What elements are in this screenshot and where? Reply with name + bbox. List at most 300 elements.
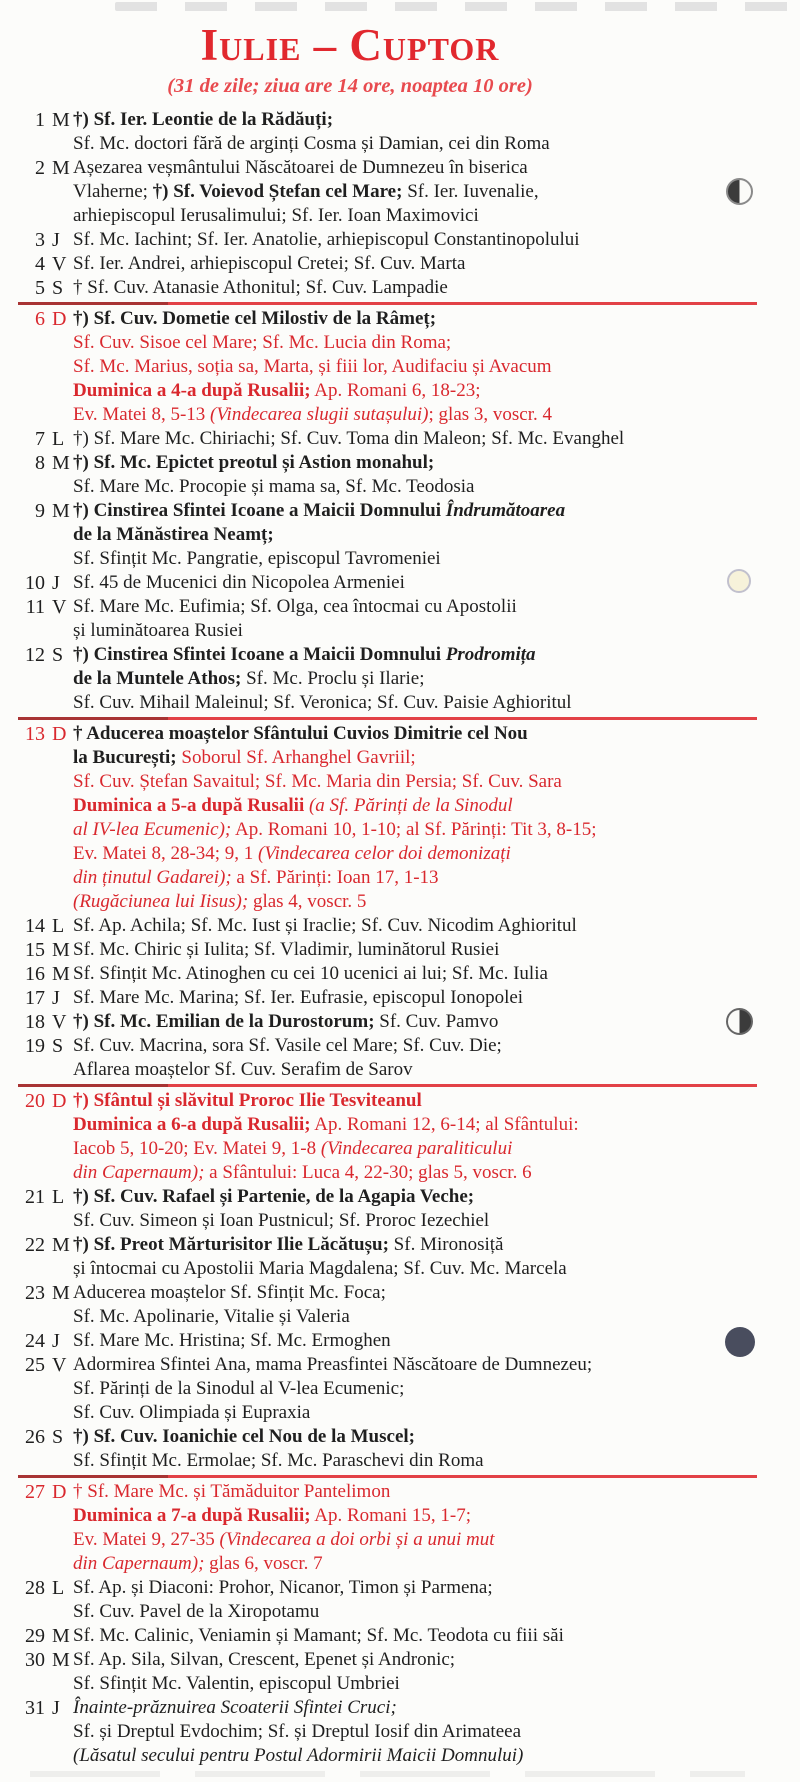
entry-line (73, 643, 800, 667)
entry-text-segment: †) Sf. Cuv. Rafael și Partenie, de la Agapia Veche; (73, 1186, 475, 1207)
entry-text-segment: Sf. Cuv. Ștefan Savaitul; Sf. Mc. Maria din Persia; Sf. Cuv. Sara (73, 771, 562, 792)
entry-text-segment: Sf. 45 de Mucenici din Nicopolea Armeniei (73, 572, 405, 593)
entry-line (73, 180, 800, 204)
day-number: 28 (25, 1577, 45, 1599)
entry-line (73, 1648, 800, 1672)
entry-text-segment: și întocmai cu Apostolii Maria Magdalena; Sf. Cuv. Mc. Marcela (73, 1258, 567, 1279)
entry-text-segment: și luminătoarea Rusiei (73, 620, 243, 641)
day-number: 1 (35, 109, 45, 131)
day-of-week: S (52, 1426, 64, 1448)
entry-text-segment: Sf. Mc. Iachint; Sf. Ier. Anatolie, arhiepiscopul Constantinopolului (73, 229, 580, 250)
entry-line (73, 252, 800, 276)
calendar-entry (0, 1576, 800, 1624)
entry-text-segment: din ținutul Gadarei); (73, 867, 232, 888)
day-of-week: M (52, 1234, 70, 1256)
entry-lines (73, 1480, 800, 1576)
day-number: 27 (25, 1481, 45, 1503)
entry-text-segment: Sf. Cuv. Mihail Maleinul; Sf. Veronica; Sf. Cuv. Paisie Aghioritul (73, 692, 572, 713)
entry-line (73, 794, 800, 818)
entry-line (73, 866, 800, 890)
entry-line (73, 722, 800, 746)
entry-line (73, 1425, 800, 1449)
day-number: 24 (25, 1330, 45, 1352)
entry-line (73, 228, 800, 252)
entry-line (73, 204, 800, 228)
entry-text-segment: din Capernaum); (73, 1162, 205, 1183)
entry-text-segment: Aducerea moaștelor Sf. Sfințit Mc. Foca; (73, 1282, 386, 1303)
calendar-entry (0, 1624, 800, 1648)
calendar-entry (0, 1480, 800, 1576)
entry-line (73, 1600, 800, 1624)
entry-text-segment: din Capernaum); (73, 1553, 205, 1574)
entry-line (73, 1528, 800, 1552)
day-number: 3 (35, 229, 45, 251)
calendar-entry (0, 1089, 800, 1185)
day-number: 15 (25, 939, 45, 961)
entry-line (73, 1089, 800, 1113)
entry-lines (73, 252, 800, 276)
day-label (0, 451, 73, 499)
entry-line (73, 355, 800, 379)
entry-line (73, 746, 800, 770)
entry-text-segment: Prodromița (445, 644, 536, 665)
calendar-entry (0, 962, 800, 986)
entry-text-segment: Ev. Matei 8, 28-34; 9, 1 (73, 843, 259, 864)
entry-line (73, 914, 800, 938)
entry-line (73, 1401, 800, 1425)
entry-lines (73, 986, 800, 1010)
entry-line (73, 1058, 800, 1082)
entry-text-segment: (Vindecarea celor doi demonizați (258, 843, 511, 864)
entry-line (73, 499, 800, 523)
entry-text-segment: Duminica a 5-a după Rusalii (73, 795, 305, 816)
entry-lines (73, 307, 800, 427)
page-header (0, 0, 700, 98)
calendar-entry (0, 276, 800, 300)
entry-line (73, 770, 800, 794)
entry-text-segment: Sf. Mc. Calinic, Veniamin și Mamant; Sf. Mc. Teodota cu fiii săi (73, 1625, 564, 1646)
entry-text-segment: †) Sf. Mc. Emilian de la Durostorum; (73, 1011, 375, 1032)
calendar-entry (0, 938, 800, 962)
day-label (0, 156, 73, 228)
day-label (0, 1480, 73, 1576)
entry-line (73, 962, 800, 986)
entry-text-segment: arhiepiscopul Ierusalimului; Sf. Ier. Ioan Maximovici (73, 205, 479, 226)
day-of-week: L (52, 1577, 65, 1599)
day-number: 14 (25, 915, 45, 937)
entry-lines (73, 1624, 800, 1648)
entry-text-segment: Sf. Ap. Achila; Sf. Mc. Iust și Iraclie; Sf. Cuv. Nicodim Aghioritul (73, 915, 577, 936)
day-label (0, 252, 73, 276)
day-of-week: L (52, 1186, 65, 1208)
month-subtitle: (31 de zile; ziua are 14 ore, noaptea 10 ore) (167, 75, 533, 98)
day-of-week: J (52, 987, 60, 1009)
entry-lines (73, 1576, 800, 1624)
entry-text-segment: Înainte-prăznuirea Scoaterii Sfintei Cruci; (73, 1697, 397, 1718)
entry-line (73, 132, 800, 156)
day-label (0, 1233, 73, 1281)
day-of-week: V (52, 1354, 67, 1376)
entry-lines (73, 451, 800, 499)
entry-line (73, 1233, 800, 1257)
entry-lines (73, 499, 800, 571)
entry-text-segment: Sf. Sfințit Mc. Ermolae; Sf. Mc. Paraschevi din Roma (73, 1450, 484, 1471)
entry-lines (73, 1696, 800, 1768)
day-number: 20 (25, 1090, 45, 1112)
entry-text-segment: †) Sf. Cuv. Dometie cel Milostiv de la Râmeț; (73, 308, 437, 329)
entry-line (73, 547, 800, 571)
entry-text-segment: †) Sf. Mare Mc. Chiriachi; Sf. Cuv. Toma din Maleon; Sf. Mc. Evanghel (73, 428, 625, 449)
entry-line (73, 938, 800, 962)
entry-line (73, 156, 800, 180)
entry-text-segment: (Vindecarea paraliticului (320, 1138, 513, 1159)
entry-text-segment: Sf. Cuv. Pavel de la Xiropotamu (73, 1601, 320, 1622)
entry-lines (73, 914, 800, 938)
day-label (0, 1353, 73, 1425)
entry-line (73, 1744, 800, 1768)
entry-line (73, 1696, 800, 1720)
calendar-entry (0, 108, 800, 156)
entry-line (73, 1480, 800, 1504)
day-number: 10 (25, 572, 45, 594)
calendar-entry (0, 1353, 800, 1425)
entry-line (73, 379, 800, 403)
entry-text-segment: (Lăsatul secului pentru Postul Adormirii Maicii Domnului) (73, 1745, 524, 1766)
day-of-week: L (52, 428, 65, 450)
entry-line (73, 1449, 800, 1473)
sunday-separator-rule (18, 1084, 757, 1087)
entry-lines (73, 156, 800, 228)
entry-text-segment: †) Sf. Mc. Epictet preotul și Astion monahul; (73, 452, 435, 473)
entry-text-segment: Duminica a 7-a după Rusalii; (73, 1505, 311, 1526)
day-number: 5 (35, 277, 45, 299)
entry-text-segment: Sf. Mare Mc. Eufimia; Sf. Olga, cea întocmai cu Apostolii (73, 596, 517, 617)
entry-text-segment: glas 4, voscr. 5 (248, 891, 367, 912)
entry-text-segment: Iacob 5, 10-20; Ev. Matei 9, 1-8 (73, 1138, 321, 1159)
day-label (0, 962, 73, 986)
entry-lines (73, 276, 800, 300)
entry-lines (73, 643, 800, 715)
entry-line (73, 1281, 800, 1305)
calendar-entry (0, 986, 800, 1010)
day-label (0, 228, 73, 252)
entry-text-segment: †) Sf. Preot Mărturisitor Ilie Lăcătușu; (73, 1234, 389, 1255)
entry-text-segment: a Sf. Părinți: Ioan 17, 1-13 (231, 867, 439, 888)
entry-line (73, 276, 800, 300)
entry-lines (73, 571, 800, 595)
day-number: 25 (25, 1354, 45, 1376)
day-label (0, 595, 73, 643)
day-number: 6 (35, 308, 45, 330)
entry-line (73, 1377, 800, 1401)
entry-line (73, 451, 800, 475)
entry-text-segment: Așezarea veșmântului Născătoarei de Dumnezeu în biserica (73, 157, 528, 178)
day-number: 31 (25, 1697, 45, 1719)
entry-line (73, 571, 800, 595)
entry-text-segment: Duminica a 6-a după Rusalii; (73, 1114, 311, 1135)
entry-text-segment: Sf. Părinți de la Sinodul al V-lea Ecumenic; (73, 1378, 405, 1399)
entry-line (73, 1305, 800, 1329)
entry-text-segment: Sf. Cuv. Simeon și Ioan Pustnicul; Sf. Proroc Iezechiel (73, 1210, 490, 1231)
day-number: 23 (25, 1282, 45, 1304)
entry-lines (73, 1329, 800, 1353)
calendar-entry (0, 252, 800, 276)
day-of-week: S (52, 644, 64, 666)
entry-line (73, 1353, 800, 1377)
day-of-week: S (52, 277, 64, 299)
day-label (0, 307, 73, 427)
entry-line (73, 986, 800, 1010)
entry-text-segment: Ev. Matei 9, 27-35 (73, 1529, 220, 1550)
entry-lines (73, 1010, 800, 1034)
day-of-week: J (52, 1330, 60, 1352)
day-label (0, 1089, 73, 1185)
entry-lines (73, 938, 800, 962)
entry-text-segment: Sf. Ap. și Diaconi: Prohor, Nicanor, Timon și Parmena; (73, 1577, 493, 1598)
calendar-entry (0, 643, 800, 715)
entry-line (73, 307, 800, 331)
day-label (0, 1185, 73, 1233)
entry-text-segment: a Sfântului: Luca 4, 22-30; glas 5, voscr. 6 (204, 1162, 532, 1183)
entry-line (73, 108, 800, 132)
sunday-separator-rule (18, 1475, 757, 1478)
day-number: 30 (25, 1649, 45, 1671)
month-title: Iulie – Cuptor (200, 20, 500, 70)
day-number: 11 (25, 596, 45, 618)
entry-text-segment: Sf. Mc. Proclu și Ilarie; (241, 668, 425, 689)
entry-line (73, 331, 800, 355)
entry-text-segment: † Sf. Mare Mc. și Tămăduitor Pantelimon (73, 1481, 391, 1502)
calendar-entry (0, 427, 800, 451)
calendar-entry (0, 1696, 800, 1768)
entry-text-segment: Sf. Sfințit Mc. Pangratie, episcopul Tavromeniei (73, 548, 441, 569)
entry-line (73, 403, 800, 427)
day-of-week: M (52, 1649, 70, 1671)
entry-text-segment: (Rugăciunea lui Iisus); (73, 891, 249, 912)
day-of-week: D (52, 1090, 67, 1112)
entry-text-segment: Sf. Cuv. Pamvo (374, 1011, 499, 1032)
entry-text-segment: Sf. Mare Mc. Procopie și mama sa, Sf. Mc. Teodosia (73, 476, 475, 497)
entry-lines (73, 1425, 800, 1473)
calendar-entry (0, 595, 800, 643)
calendar-entry (0, 722, 800, 914)
day-of-week: M (52, 939, 70, 961)
calendar-entry (0, 156, 800, 228)
sunday-separator-rule (18, 717, 757, 720)
day-label (0, 1624, 73, 1648)
entry-text-segment: Ev. Matei 8, 5-13 (73, 404, 211, 425)
entry-lines (73, 1648, 800, 1696)
entry-text-segment: Sf. și Dreptul Evdochim; Sf. și Dreptul Iosif din Arimateea (73, 1721, 522, 1742)
entry-line (73, 1720, 800, 1744)
entry-text-segment: la București; (73, 747, 177, 768)
calendar-entry (0, 914, 800, 938)
calendar-entry (0, 228, 800, 252)
day-label (0, 1010, 73, 1034)
day-of-week: J (52, 1697, 60, 1719)
day-of-week: M (52, 1282, 70, 1304)
entry-text-segment: †) Sf. Cuv. Ioanichie cel Nou de la Muscel; (73, 1426, 415, 1447)
day-number: 17 (25, 987, 45, 1009)
day-number: 29 (25, 1625, 45, 1647)
day-of-week: V (52, 596, 67, 618)
day-number: 26 (25, 1426, 45, 1448)
entry-line (73, 1209, 800, 1233)
entry-text-segment: Ap. Romani 12, 6-14; al Sfântului: (310, 1114, 579, 1135)
entry-line (73, 818, 800, 842)
entry-line (73, 1672, 800, 1696)
entry-line (73, 890, 800, 914)
moon-first-quarter-icon (726, 1008, 753, 1035)
day-of-week: M (52, 500, 70, 522)
entry-lines (73, 108, 800, 156)
day-label (0, 938, 73, 962)
entry-text-segment: (Vindecarea a doi orbi și a unui mut (219, 1529, 495, 1550)
entry-lines (73, 1089, 800, 1185)
day-number: 9 (35, 500, 45, 522)
entry-text-segment: Sf. Mc. doctori fără de arginți Cosma și Damian, cei din Roma (73, 133, 550, 154)
day-number: 12 (25, 644, 45, 666)
day-of-week: D (52, 1481, 67, 1503)
entry-text-segment: Sf. Mc. Marius, soția sa, Marta, și fiii lor, Audifaciu și Avacum (73, 356, 552, 377)
entry-lines (73, 1281, 800, 1329)
entry-text-segment: Sf. Ier. Andrei, arhiepiscopul Cretei; Sf. Cuv. Marta (73, 253, 466, 274)
entry-line (73, 1185, 800, 1209)
calendar-entry (0, 499, 800, 571)
entry-text-segment: de la Muntele Athos; (73, 668, 242, 689)
day-number: 22 (25, 1234, 45, 1256)
day-label (0, 1696, 73, 1768)
day-label (0, 1576, 73, 1624)
entry-text-segment: Ap. Romani 10, 1-10; al Sf. Părinți: Tit 3, 8-15; (231, 819, 597, 840)
day-number: 13 (25, 723, 45, 745)
day-label (0, 1648, 73, 1696)
day-label (0, 986, 73, 1010)
entry-text-segment: Vlaherne; (73, 181, 153, 202)
calendar-entry (0, 307, 800, 427)
day-of-week: J (52, 229, 60, 251)
calendar-entry (0, 1034, 800, 1082)
entry-text-segment: de la Mănăstirea Neamț; (73, 524, 274, 545)
entry-lines (73, 595, 800, 643)
entry-lines (73, 1353, 800, 1425)
entry-line (73, 595, 800, 619)
entry-text-segment: Sf. Mare Mc. Marina; Sf. Ier. Eufrasie, episcopul Ionopolei (73, 987, 524, 1008)
entry-text-segment: †) Sf. Voievod Ștefan cel Mare; (152, 181, 403, 202)
entry-text-segment: (Vindecarea slugii sutașului) (210, 404, 429, 425)
entry-line (73, 1552, 800, 1576)
day-of-week: V (52, 1011, 67, 1033)
entry-text-segment: †) Cinstirea Sfintei Icoane a Maicii Domnului (73, 500, 446, 521)
entry-lines (73, 962, 800, 986)
day-label (0, 1425, 73, 1473)
entry-text-segment: Sf. Sfințit Mc. Valentin, episcopul Umbriei (73, 1673, 400, 1694)
entry-text-segment: † Sf. Cuv. Atanasie Athonitul; Sf. Cuv. Lampadie (73, 277, 448, 298)
scan-artifact-bottom (30, 1771, 745, 1777)
moon-last-quarter-icon (726, 178, 753, 205)
entry-lines (73, 228, 800, 252)
entry-text-segment: Sf. Ap. Sila, Silvan, Crescent, Epenet și Andronic; (73, 1649, 456, 1670)
day-of-week: D (52, 723, 67, 745)
calendar-entry (0, 1425, 800, 1473)
entry-line (73, 523, 800, 547)
day-number: 4 (35, 253, 45, 275)
day-label (0, 571, 73, 595)
entry-line (73, 667, 800, 691)
entry-text-segment: † Aducerea moaștelor Sfântului Cuvios Dimitrie cel Nou (73, 723, 528, 744)
day-of-week: M (52, 157, 70, 179)
day-of-week: J (52, 572, 60, 594)
day-label (0, 499, 73, 571)
entry-text-segment: Sf. Mc. Chiric și Iulita; Sf. Vladimir, luminătorul Rusiei (73, 939, 500, 960)
entry-text-segment: Îndrumătoarea (445, 500, 566, 521)
entry-line (73, 1624, 800, 1648)
entry-text-segment: Sf. Sfințit Mc. Atinoghen cu cei 10 ucenici ai lui; Sf. Mc. Iulia (73, 963, 548, 984)
day-label (0, 914, 73, 938)
calendar-entry (0, 1185, 800, 1233)
calendar-entry (0, 1233, 800, 1281)
calendar-entry (0, 1329, 800, 1353)
entry-text-segment: al IV-lea Ecumenic); (73, 819, 232, 840)
scan-artifact-top (115, 2, 792, 11)
entry-text-segment: Sf. Mc. Apolinarie, Vitalie și Valeria (73, 1306, 350, 1327)
entry-line (73, 1257, 800, 1281)
day-number: 19 (25, 1035, 45, 1057)
entry-text-segment: Sf. Cuv. Sisoe cel Mare; Sf. Mc. Lucia din Roma; (73, 332, 452, 353)
day-label (0, 427, 73, 451)
entry-line (73, 1504, 800, 1528)
entry-text-segment: †) Sf. Ier. Leontie de la Rădăuți; (73, 109, 334, 130)
entry-line (73, 1329, 800, 1353)
day-of-week: L (52, 915, 65, 937)
day-number: 2 (35, 157, 45, 179)
day-number: 21 (25, 1186, 45, 1208)
entry-text-segment: Ap. Romani 15, 1-7; (310, 1505, 471, 1526)
day-label (0, 108, 73, 156)
entry-line (73, 619, 800, 643)
day-label (0, 1329, 73, 1353)
entry-line (73, 1576, 800, 1600)
entry-text-segment: Duminica a 4-a după Rusalii; (73, 380, 311, 401)
day-of-week: M (52, 963, 70, 985)
entry-text-segment: Sf. Cuv. Olimpiada și Eupraxia (73, 1402, 311, 1423)
entry-text-segment: Adormirea Sfintei Ana, mama Preasfintei Născătoare de Dumnezeu; (73, 1354, 593, 1375)
entry-line (73, 1161, 800, 1185)
entry-text-segment: †) Cinstirea Sfintei Icoane a Maicii Domnului (73, 644, 446, 665)
day-number: 18 (25, 1011, 45, 1033)
calendar-entry (0, 1648, 800, 1696)
day-label (0, 643, 73, 715)
day-of-week: S (52, 1035, 64, 1057)
entry-text-segment: Soborul Sf. Arhanghel Gavriil; (176, 747, 416, 768)
entry-lines (73, 722, 800, 914)
entry-text-segment: Ap. Romani 6, 18-23; (310, 380, 481, 401)
calendar-list (0, 108, 800, 1768)
day-of-week: M (52, 109, 70, 131)
entry-line (73, 1137, 800, 1161)
entry-text-segment: †) Sfântul și slăvitul Proroc Ilie Tesviteanul (73, 1090, 422, 1111)
calendar-entry (0, 571, 800, 595)
day-label (0, 276, 73, 300)
moon-full-icon (727, 569, 751, 593)
day-label (0, 1034, 73, 1082)
calendar-entry (0, 451, 800, 499)
entry-line (73, 1113, 800, 1137)
entry-lines (73, 1185, 800, 1233)
day-number: 8 (35, 452, 45, 474)
entry-lines (73, 1034, 800, 1082)
day-of-week: M (52, 452, 70, 474)
